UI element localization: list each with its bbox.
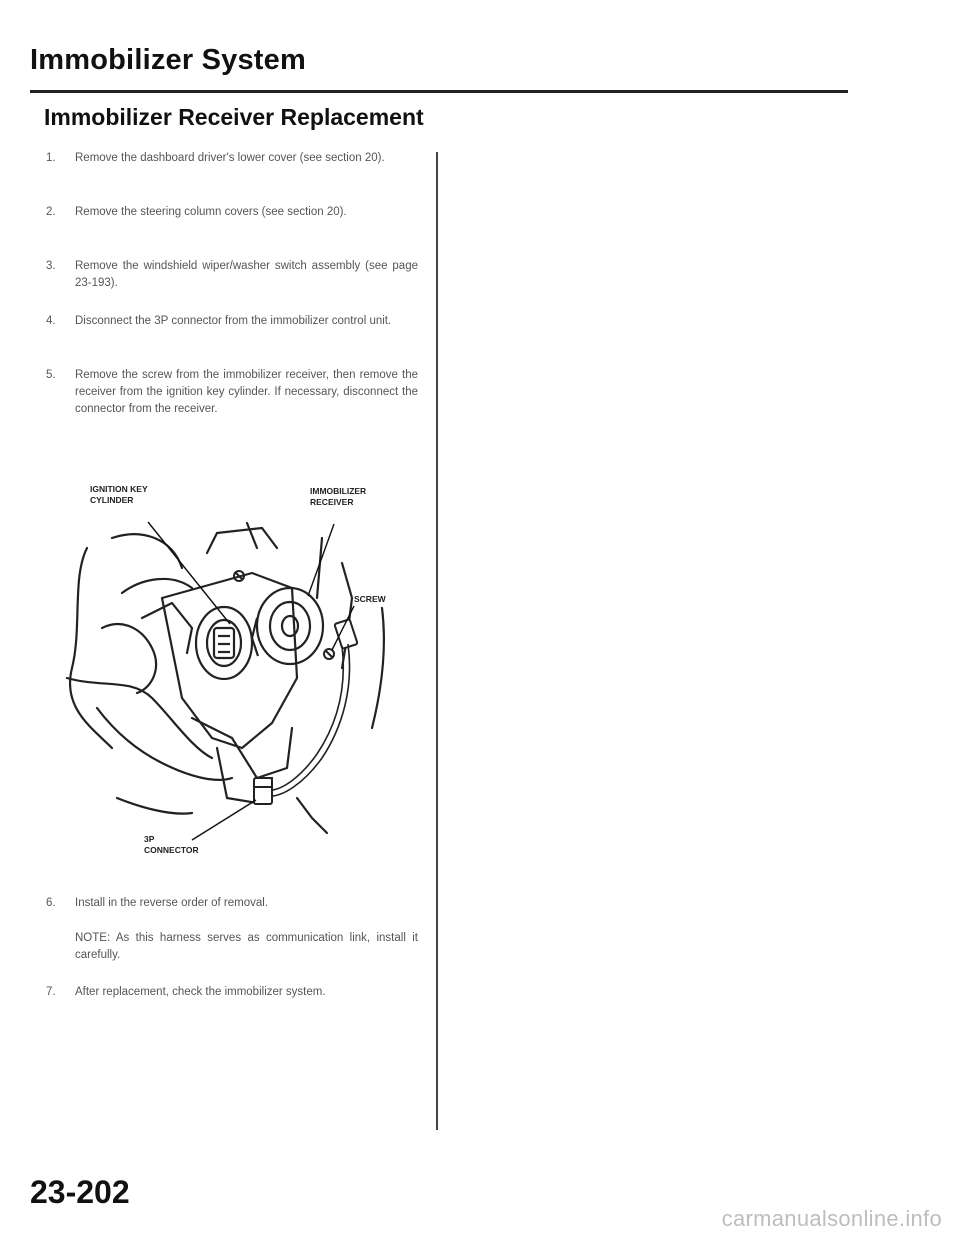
section-heading: Immobilizer Receiver Replacement xyxy=(44,104,424,130)
communication-harness-inner xyxy=(267,646,343,790)
page-title: Immobilizer System xyxy=(30,44,306,76)
step-text: Remove the dashboard driver's lower cover (see section 20). xyxy=(75,152,385,164)
step-number: 4. xyxy=(46,315,56,327)
callout-3p-connector: 3P CONNECTOR xyxy=(144,834,199,855)
step-3 xyxy=(46,258,418,292)
dash-contour-4 xyxy=(97,708,232,780)
title-divider xyxy=(30,90,848,93)
step-2 xyxy=(46,204,418,221)
frame-edge xyxy=(372,608,384,728)
step-6 xyxy=(46,895,418,912)
step-number: 3. xyxy=(46,260,56,272)
receiver-connector xyxy=(334,619,357,649)
callout-immobilizer-receiver: IMMOBILIZER RECEIVER xyxy=(310,486,367,507)
mounting-rail-left xyxy=(117,798,192,814)
dash-contour-6 xyxy=(102,624,156,693)
assembly-illustration xyxy=(42,478,422,860)
column-divider xyxy=(436,152,438,1130)
callout-screw: SCREW xyxy=(354,594,386,604)
step-number: 7. xyxy=(46,986,56,998)
receiver-screw xyxy=(324,649,334,659)
page-number: 23-202 xyxy=(30,1174,130,1210)
receiver-location-figure xyxy=(42,478,422,860)
mounting-rail-right xyxy=(297,798,327,833)
step-7 xyxy=(46,984,418,1001)
dash-contour-3 xyxy=(67,678,212,758)
3p-connector xyxy=(254,778,272,804)
note-text: NOTE: As this harness serves as communication link, install it carefully. xyxy=(75,932,418,961)
communication-harness xyxy=(267,644,350,796)
column-bracket-top xyxy=(207,528,277,553)
connector-leader xyxy=(192,800,256,840)
dash-contour-5 xyxy=(122,579,192,593)
immobilizer-receiver-leader xyxy=(308,524,334,596)
step-1 xyxy=(46,150,418,167)
step-4 xyxy=(46,313,418,330)
ignition-key-cylinder xyxy=(196,607,252,679)
immobilizer-receiver xyxy=(252,588,323,664)
column-bracket-right xyxy=(247,523,257,548)
step-number: 1. xyxy=(46,152,56,164)
watermark: carmanualsonline.info xyxy=(721,1206,942,1231)
step-number: 6. xyxy=(46,897,56,909)
step-number: 5. xyxy=(46,369,56,381)
column-support xyxy=(342,563,352,668)
callout-ignition-key-cylinder: IGNITION KEY CYLINDER xyxy=(90,484,148,505)
step-text: Remove the steering column covers (see section 20). xyxy=(75,206,347,218)
step-text: After replacement, check the immobilizer system. xyxy=(75,986,326,998)
step-text: Remove the screw from the immobilizer receiver, then remove the receiver from the ignition key cylinder. If necessary, disconnect the connector from the receiver. xyxy=(75,369,418,415)
step-text: Disconnect the 3P connector from the immobilizer control unit. xyxy=(75,315,392,327)
step-5 xyxy=(46,367,418,418)
step-number: 2. xyxy=(46,206,56,218)
step-text: Remove the windshield wiper/washer switch assembly (see page 23-193). xyxy=(75,260,418,289)
step-text: Install in the reverse order of removal. xyxy=(75,897,269,909)
